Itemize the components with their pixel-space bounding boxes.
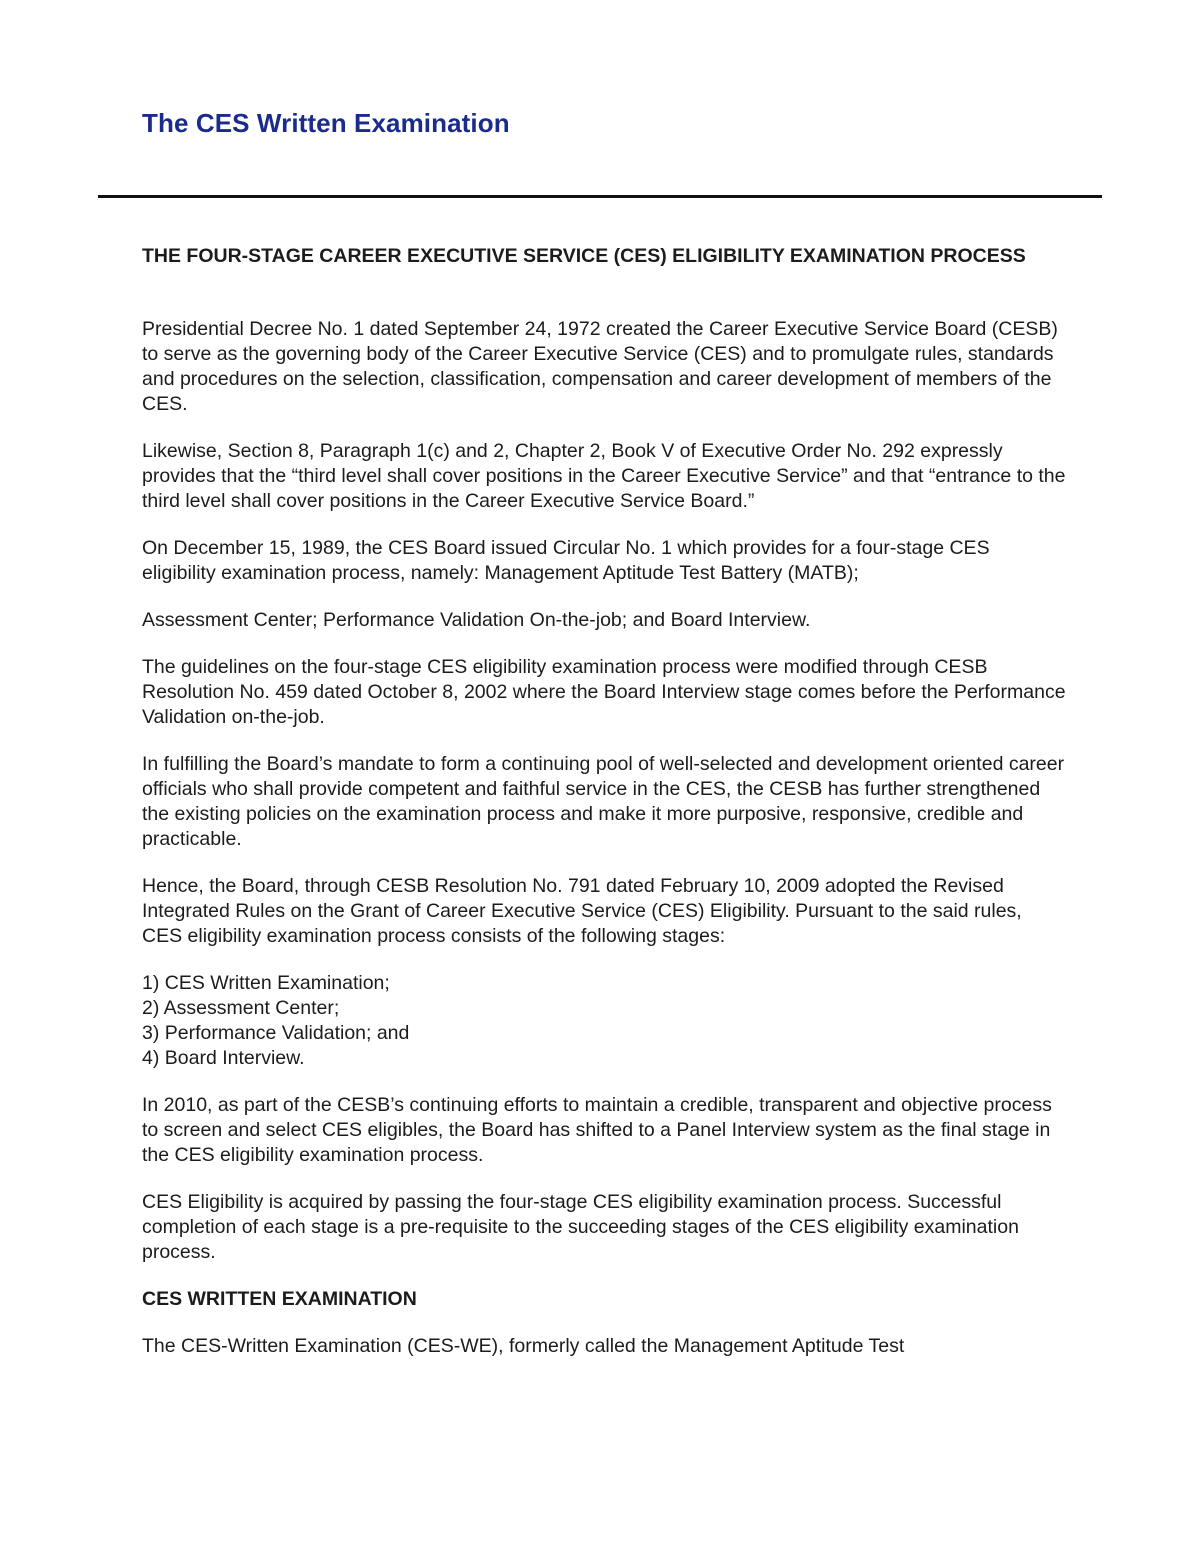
list-item: 1) CES Written Examination; [142,972,390,994]
horizontal-divider [98,195,1102,198]
subheading-written-examination: CES WRITTEN EXAMINATION [142,1288,417,1310]
page-title: The CES Written Examination [142,108,510,138]
section-heading: THE FOUR-STAGE CAREER EXECUTIVE SERVICE (CES) ELIGIBILITY EXAMINATION PROCESS [142,245,1026,267]
list-item: 4) Board Interview. [142,1047,305,1069]
paragraph-stages-listing: Assessment Center; Performance Validation On-the-job; and Board Interview. [142,609,811,631]
document-body [142,244,1067,1359]
paragraph-board-mandate: In fulfilling the Board’s mandate to form a continuing pool of well-selected and development oriented career officials who shall provide competent and faithful service in the CES, the CESB has further strengthened the existing policies on the examination process and make it more purposive, responsive, credible and practicable. [142,753,1065,850]
paragraph-panel-interview: In 2010, as part of the CESB’s continuing efforts to maintain a credible, transparent and objective process to screen and select CES eligibles, the Board has shifted to a Panel Interview system as the final stage in the CES eligibility examination process. [142,1094,1052,1166]
paragraph-ces-we: The CES-Written Examination (CES-WE), formerly called the Management Aptitude Test [142,1335,905,1357]
list-item: 3) Performance Validation; and [142,1022,410,1044]
paragraph-presidential-decree: Presidential Decree No. 1 dated September 24, 1972 created the Career Executive Service Board (CESB) to serve as the governing body of the Career Executive Service (CES) and to promulgate rules, standards and procedures on the selection, classification, compensation and career development of members of the CES. [142,318,1058,415]
paragraph-resolution-459: The guidelines on the four-stage CES eligibility examination process were modified through CESB Resolution No. 459 dated October 8, 2002 where the Board Interview stage comes before the Performance Validation on-the-job. [142,656,1066,728]
paragraph-executive-order: Likewise, Section 8, Paragraph 1(c) and 2, Chapter 2, Book V of Executive Order No. 292 expressly provides that the “third level shall cover positions in the Career Executive Service” and that “entrance to the third level shall cover positions in the Career Executive Service Board.” [142,440,1066,512]
paragraph-resolution-791: Hence, the Board, through CESB Resolution No. 791 dated February 10, 2009 adopted the Revised Integrated Rules on the Grant of Career Executive Service (CES) Eligibility. Pursuant to the said rules, CES eligibility examination process consists of the following stages: [142,875,1022,947]
list-item: 2) Assessment Center; [142,997,340,1019]
stages-list [142,971,1067,1071]
paragraph-eligibility-acquired: CES Eligibility is acquired by passing the four-stage CES eligibility examination process. Successful completion of each stage is a pre-requisite to the succeeding stages of the CES eligibility examination process. [142,1191,1019,1263]
paragraph-circular-no-1: On December 15, 1989, the CES Board issued Circular No. 1 which provides for a four-stage CES eligibility examination process, namely: Management Aptitude Test Battery (MATB); [142,537,990,584]
